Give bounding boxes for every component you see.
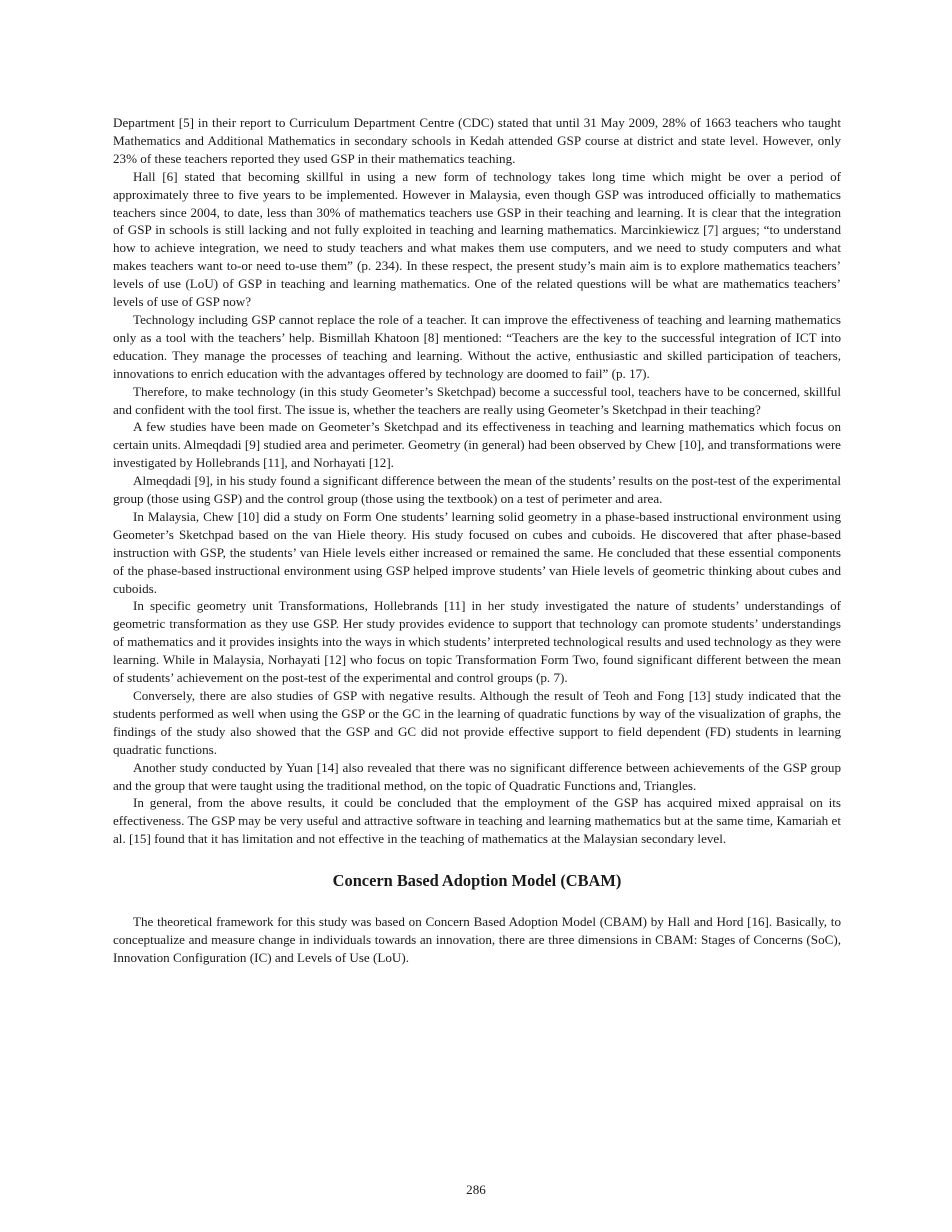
paragraph: Another study conducted by Yuan [14] also revealed that there was no significant difference between achievements of the GSP group and the group that were taught using the traditional method, on the topic of Quadratic Functions and, Triangles. <box>113 759 841 793</box>
paragraph: Department [5] in their report to Curriculum Department Centre (CDC) stated that until 31 May 2009, 28% of 1663 teachers who taught Mathematics and Additional Mathematics in secondary schools in Kedah attended GSP course at district and state level. However, only 23% of these teachers reported they used GSP in their mathematics teaching. <box>113 115 841 166</box>
paragraph: Conversely, there are also studies of GSP with negative results. Although the result of Teoh and Fong [13] study indicated that the students performed as well when using the GSP or the GC in the learning of quadratic functions by way of the visualization of graphs, the findings of the study also showed that the GSP and GC did not provide effective support to field dependent (FD) students in learning quadratic functions. <box>113 688 841 757</box>
paragraph: A few studies have been made on Geometer’s Sketchpad and its effectiveness in teaching and learning mathematics which focus on certain units. Almeqdadi [9] studied area and perimeter. Geometry (in general) had been observed by Chew [10], and transformations were investigated by Hollebrands [11], and Norhayati [12]. <box>113 419 841 471</box>
paragraph: In specific geometry unit Transformations, Hollebrands [11] in her study investigated the nature of students’ understandings of geometric transformation as they use GSP. Her study provides evidence to support that technology can promote students’ understandings of mathematics and it provides insights into the ways in which students’ interpreted technological results and used technology as they were learning. While in Malaysia, Norhayati [12] who focus on topic Transformation Form Two, found significant different between the mean of students’ achievement on the post-test of the experimental and control groups (p. 7). <box>113 598 841 686</box>
section-heading: Concern Based Adoption Model (CBAM) <box>332 871 622 891</box>
paragraph: The theoretical framework for this study was based on Concern Based Adoption Model (CBAM) by Hall and Hord [16]. Basically, to conceptualize and measure change in individuals towards an innovation, there are three dimensions in CBAM: Stages of Concerns (SoC), Innovation Configuration (IC) and Levels of Use (LoU). <box>113 914 841 965</box>
paragraph: In Malaysia, Chew [10] did a study on Form One students’ learning solid geometry in a phase-based instructional environment using Geometer’s Sketchpad based on the van Hiele theory. His study focused on cubes and cuboids. He discovered that after phase-based instruction with GSP, the students’ van Hiele levels either increased or remained the same. He concluded that these essential components of the phase-based instructional environment using GSP helped improve students’ van Hiele levels of geometric thinking about cubes and cuboids. <box>113 508 841 596</box>
paragraph: Hall [6] stated that becoming skillful in using a new form of technology takes long time which might be over a period of approximately three to five years to be implemented. However in Malaysia, even though GSP was introduced officially to mathematics teachers since 2004, to date, less than 30% of mathematics teachers use GSP in their teaching and learning. It is clear that the integration of GSP in schools is still lacking and not fully exploited in teaching and learning mathematics. Marcinkiewicz [7] argues; “to understand how to achieve integration, we need to study teachers and what makes them use computers, and we need to study computers and what makes teachers want to-or need to-use them” (p. 234). In these respect, the present study’s main aim is to explore mathematics teachers’ levels of use (LoU) of GSP in teaching and learning mathematics. One of the related questions will be what are mathematics teachers’ levels of use of GSP now? <box>113 168 841 310</box>
paragraph: Almeqdadi [9], in his study found a significant difference between the mean of the students’ results on the post-test of the experimental group (those using GSP) and the control group (those using the textbook) on a test of perimeter and area. <box>113 473 841 507</box>
paragraph: In general, from the above results, it could be concluded that the employment of the GSP has acquired mixed appraisal on its effectiveness. The GSP may be very useful and attractive software in teaching and learning mathematics but at the same time, Kamariah et al. [15] found that it has limitation and not effective in the teaching of mathematics at the Malaysian secondary level. <box>113 795 841 847</box>
paragraph: Technology including GSP cannot replace the role of a teacher. It can improve the effectiveness of teaching and learning mathematics only as a tool with the teachers’ help. Bismillah Khatoon [8] mentioned: “Teachers are the key to the successful integration of ICT into education. They manage the processes of teaching and learning. Without the active, enthusiastic and skilled participation of teachers, innovations to enrich education with the advantages offered by technology are doomed to fail” (p. 17). <box>113 311 841 381</box>
page-number: 286 <box>466 1182 486 1197</box>
page-body <box>113 114 841 967</box>
paragraph: Therefore, to make technology (in this study Geometer’s Sketchpad) become a successful tool, teachers have to be concerned, skillful and confident with the tool first. The issue is, whether the teachers are really using Geometer’s Sketchpad in their teaching? <box>113 383 841 417</box>
